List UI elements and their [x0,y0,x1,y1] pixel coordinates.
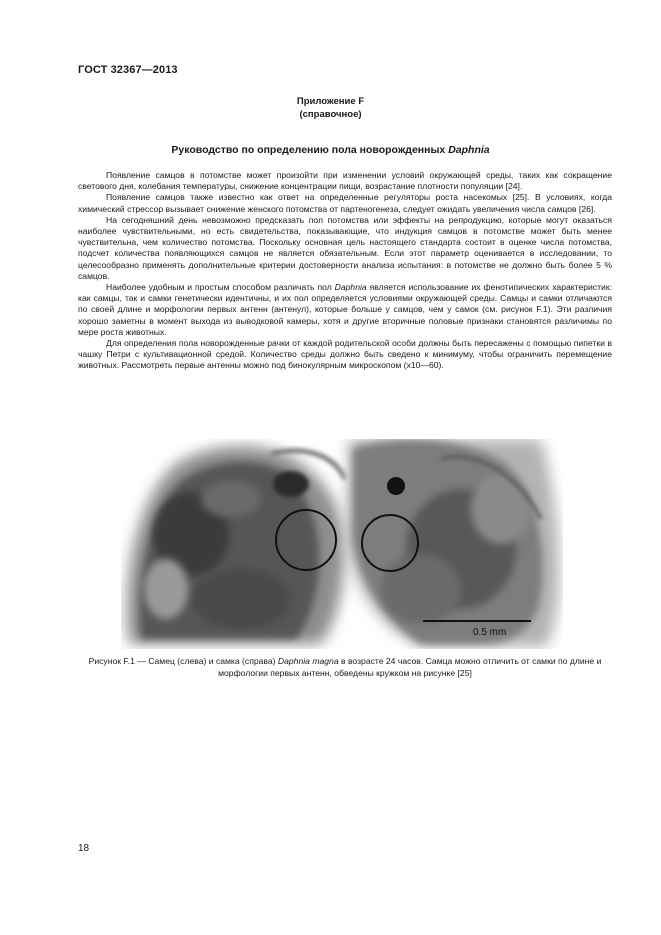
title-text: Руководство по определению пола новорожденных [171,144,449,156]
daphnia-micrograph [121,439,563,649]
annex-heading [0,95,661,121]
female-daphnia-image [346,439,559,647]
title-italic: Daphnia [448,144,490,156]
paragraph-4-italic: Daphnia [334,282,367,293]
standard-designation: ГОСТ 32367—2013 [78,64,178,76]
compound-eye [387,477,405,495]
paragraph-5: Для определения пола новорожденные рачки от каждой родительской особи должны быть пересажены с помощью пипетки в чашку Петри с культивационной средой. Количество среды должно быть сведено к минимуму, чтобы ограничить перемещение животных. Рассмотреть первые антенны можно под бинокулярным микроскопом (x10—60). [78,338,612,371]
paragraph-2: Появление самцов также известно как ответ на определенные регуляторы роста насекомых [25]. В условиях, когда химический стрессор вызывает снижение женского потомства от партеногенеза, следует ожидать увеличения числа самцов [26]. [78,192,612,214]
figure-caption [78,656,612,679]
male-daphnia-image [127,446,345,644]
paragraph-4 [78,282,612,338]
paragraph-1: Появление самцов в потомстве может произойти при изменении условий окружающей среды, таких как сокращение светового дня, колебания температуры, снижение концентрации пищи, возрастание плотности популяции [24]. [78,170,612,192]
paragraph-3: На сегодняшний день невозможно предсказать пол потомства или эффекты на репродукцию, которые могут оказаться наиболее чувствительными, но есть свидетельства, показывающие, что индукция самцов в потомстве может быть менее чувствительна, чем количество потомства. Поскольку основная цель настоящего стандарта состоит в оценке числа потомства, подсчет количества появляющихся самцов не является обязательным. Если этот параметр оценивается в исследовании, то целесообразно применять дополнительные критерии достоверности анализа испытания: в потомстве не должно быть более 5 % самцов. [78,214,612,281]
caption-part-2: в возрасте 24 часов. Самца можно отличить от самки по длине и морфологии первых антенн, обведены кружком на рисунке [25] [218,656,602,678]
annex-label: Приложение F [296,96,365,107]
caption-species: Daphnia magna [277,656,339,666]
daphnia-figure [121,439,563,649]
paragraph-4-part-b: является использование их фенотипических характеристик: как самцы, так и самки генетически идентичны, и их пол определяется условиями окружающей среды. Самцы и самки отличаются по своей длине и морфологии первых антенн (антенул), которые больше у самцов, чем у самок (см. рисунок F.1). Эти различия хорошо заметны в момент выхода из выводковой камеры, хотя и другие вторичные половые признаки становятся различимы по мере роста животных. [78,282,612,337]
scale-bar-label: 0.5 mm [473,627,507,638]
annex-type: (справочное) [299,109,362,120]
paragraph-4-part-a: Наиболее удобным и простым способом различать пол [106,282,335,293]
page-number: 18 [78,843,90,854]
caption-part-1: Рисунок F.1 — Самец (слева) и самка (справа) [88,656,278,666]
section-title [0,144,661,156]
body-text [78,170,612,372]
